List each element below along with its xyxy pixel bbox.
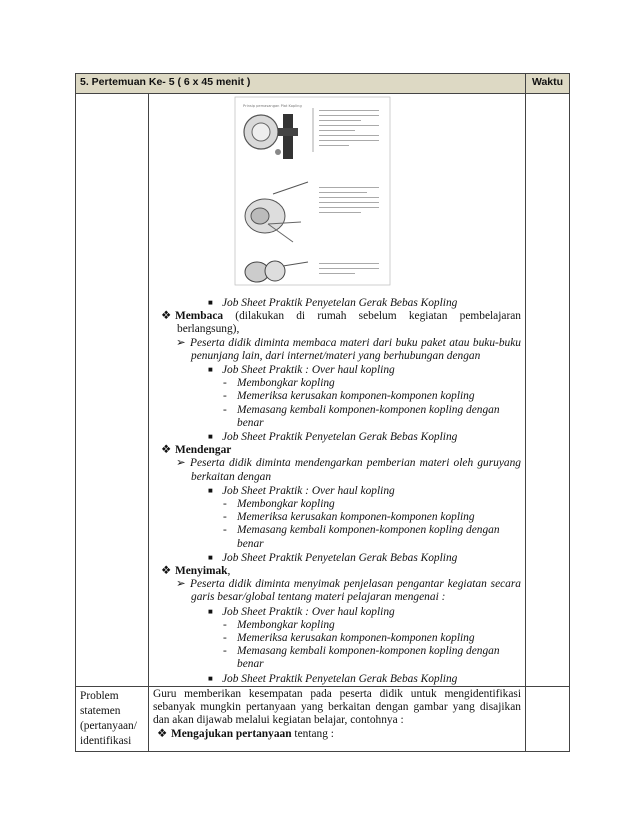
problem-row (76, 686, 570, 751)
illustration-caption: Prinsip pemasangan Plat Kopling (243, 104, 302, 108)
activity-content-cell (149, 94, 526, 687)
list-item: - Memasang kembali komponen-komponen kopling dengan benar (223, 645, 500, 671)
list-item: - Memasang kembali komponen-komponen kopling dengan benar (223, 403, 500, 429)
list-item: ■ Job Sheet Praktik Penyetelan Gerak Bebas Kopling (208, 431, 458, 444)
membaca-item: ❖ Membaca (dilakukan di rumah sebelum kegiatan pembelajaran berlangsung), (161, 310, 521, 336)
clutch-illustration (213, 94, 521, 294)
problem-text: Guru memberikan kesempatan pada peserta didik untuk mengidentifikasi sebanyak mungkin pertanyaan yang berkaitan dengan gambar yang disajikan dan akan dijawab melalui kegiatan belajar, contohnya : (153, 687, 521, 727)
list-item: ➢ Peserta didik diminta menyimak penjelasan pengantar kegiatan secara garis besar/global tentang materi pelajaran mengenai : (176, 578, 521, 604)
list-item: - Memeriksa kerusakan komponen-komponen kopling (223, 511, 475, 524)
list-item: - Memeriksa kerusakan komponen-komponen kopling (223, 390, 475, 403)
list-item: - Membongkar kopling (223, 618, 335, 631)
list-item: ➢ Peserta didik diminta mendengarkan pemberian materi oleh guruyang berkaitan dengan (176, 457, 521, 483)
problem-content (149, 686, 526, 751)
list-item: - Membongkar kopling (223, 377, 335, 390)
activity-text (149, 296, 525, 686)
problem-time-cell (526, 686, 570, 751)
activity-left-cell (76, 94, 149, 687)
list-item: ■ Job Sheet Praktik Penyetelan Gerak Bebas Kopling (208, 551, 458, 564)
ask-question-item: ❖ Mengajukan pertanyaan tentang : (157, 727, 334, 740)
list-item: ■ Job Sheet Praktik : Over haul kopling (208, 484, 395, 497)
activity-row (76, 94, 570, 687)
time-header: Waktu (526, 74, 570, 94)
list-item: ■ Job Sheet Praktik : Over haul kopling (208, 605, 395, 618)
list-item: ➢ Peserta didik diminta membaca materi dari buku paket atau buku-buku penunjang lain, dari internet/materi yang berhubungan dengan (176, 336, 521, 362)
list-item: - Memasang kembali komponen-komponen kopling dengan benar (223, 524, 500, 550)
problem-label: Problem statemen (pertanyaan/ identifikasi (76, 686, 149, 751)
mendengar-item: ❖ Mendengar (161, 444, 232, 457)
meeting-title: 5. Pertemuan Ke- 5 ( 6 x 45 menit ) (76, 74, 526, 94)
lesson-plan-table (75, 73, 570, 752)
menyimak-item: ❖ Menyimak, (161, 565, 231, 578)
list-item: - Membongkar kopling (223, 498, 335, 511)
activity-time-cell (526, 94, 570, 687)
header-row (76, 74, 570, 94)
list-item: ■ Job Sheet Praktik : Over haul kopling (208, 364, 395, 377)
list-item: ■ Job Sheet Praktik Penyetelan Gerak Bebas Kopling (208, 297, 458, 309)
list-item: ■ Job Sheet Praktik Penyetelan Gerak Bebas Kopling (208, 672, 458, 685)
illustration-area (213, 94, 521, 294)
list-item: - Memeriksa kerusakan komponen-komponen kopling (223, 632, 475, 645)
